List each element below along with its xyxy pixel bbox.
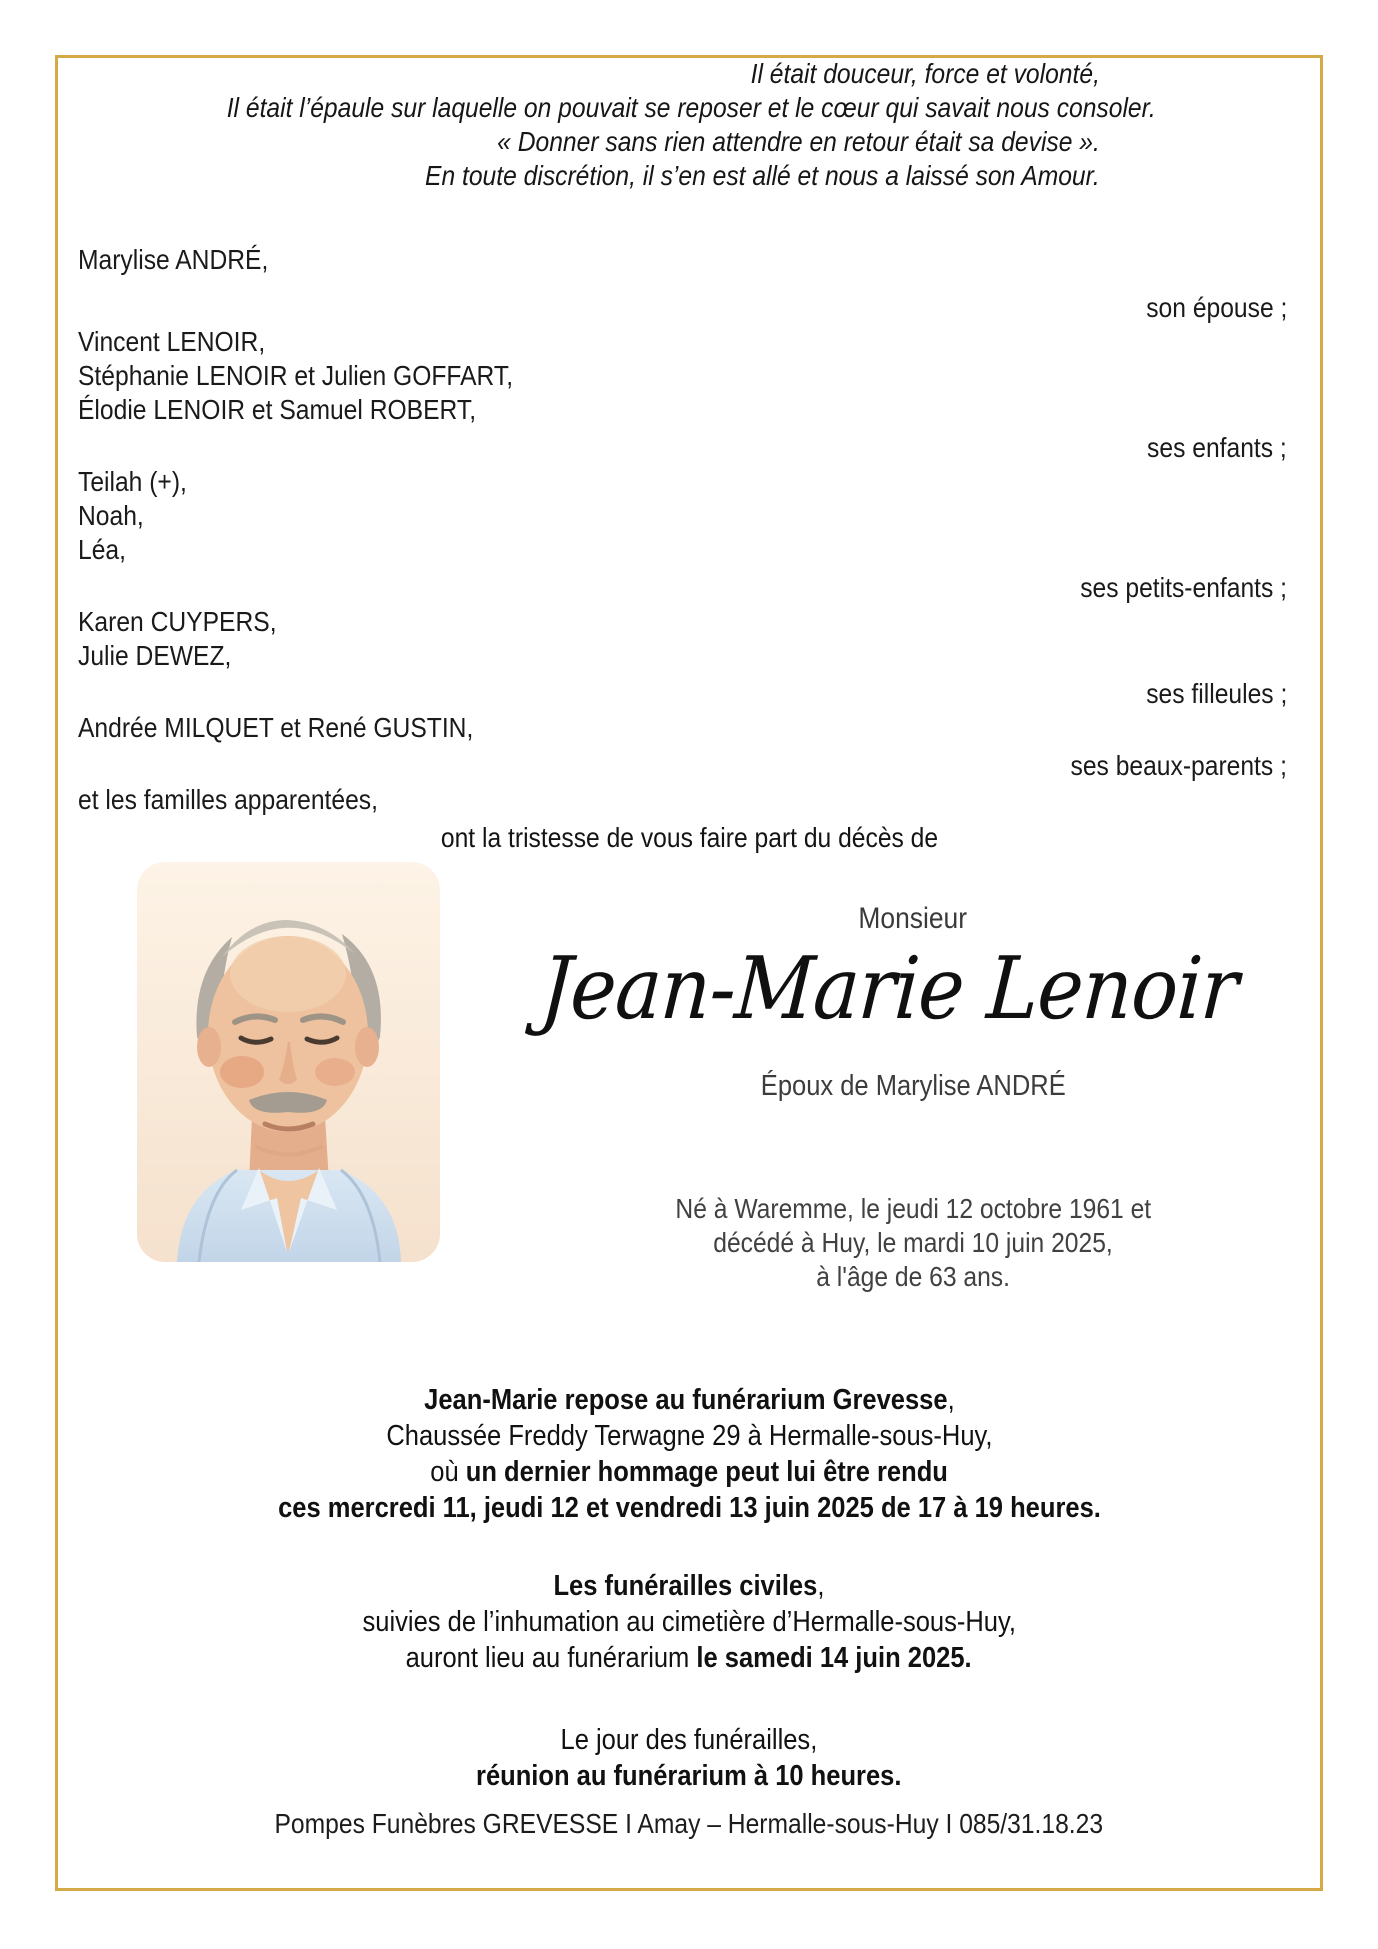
family-member: Marylise ANDRÉ, bbox=[78, 244, 269, 275]
funeral-home-footer: Pompes Funèbres GREVESSE I Amay – Hermalle-sous-Huy I 085/31.18.23 bbox=[274, 1808, 1104, 1839]
family-member: Stéphanie LENOIR et Julien GOFFART, bbox=[78, 360, 514, 391]
family-list bbox=[78, 243, 1287, 817]
relationship-label: ses filleules ; bbox=[1145, 678, 1287, 709]
quote-line: En toute discrétion, il s’en est allé et nous a laissé son Amour. bbox=[425, 160, 1100, 191]
family-member: Teilah (+), bbox=[78, 466, 187, 497]
repose-line: ces mercredi 11, jeudi 12 et vendredi 13 juin 2025 de 17 à 19 heures. bbox=[277, 1492, 1101, 1524]
family-member: Léa, bbox=[78, 534, 126, 565]
family-member: Vincent LENOIR, bbox=[78, 326, 266, 357]
relationship-label: son épouse ; bbox=[1145, 292, 1287, 323]
family-member: Andrée MILQUET et René GUSTIN, bbox=[78, 712, 474, 743]
quote-line: Il était douceur, force et volonté, bbox=[750, 58, 1100, 89]
portrait-photo bbox=[137, 862, 440, 1262]
announcement-line: ont la tristesse de vous faire part du décès de bbox=[440, 822, 938, 853]
deceased-name: Jean-Marie Lenoir bbox=[537, 939, 1241, 1039]
deceased-subtitle: Époux de Marylise ANDRÉ bbox=[760, 1070, 1066, 1102]
quote-line: « Donner sans rien attendre en retour était sa devise ». bbox=[497, 126, 1100, 157]
funeral-info bbox=[0, 1568, 1378, 1676]
family-member: et les familles apparentées, bbox=[78, 784, 378, 815]
death-line: décédé à Huy, le mardi 10 juin 2025, bbox=[713, 1227, 1113, 1258]
repose-line: où un dernier hommage peut lui être rendu bbox=[430, 1456, 948, 1488]
birth-line: Né à Waremme, le jeudi 12 octobre 1961 et bbox=[675, 1193, 1151, 1224]
meeting-info bbox=[0, 1722, 1378, 1794]
family-member: Noah, bbox=[78, 500, 144, 531]
memorial-quote bbox=[100, 57, 1156, 193]
relationship-label: ses petits-enfants ; bbox=[1080, 572, 1287, 603]
funeral-line: Les funérailles civiles, bbox=[553, 1570, 825, 1602]
birth-death-info bbox=[510, 1192, 1316, 1294]
relationship-label: ses enfants ; bbox=[1147, 432, 1287, 463]
meeting-line: Le jour des funérailles, bbox=[560, 1724, 818, 1756]
repose-line: Jean-Marie repose au funérarium Grevesse, bbox=[423, 1384, 955, 1416]
family-member: Julie DEWEZ, bbox=[78, 640, 232, 671]
family-member: Karen CUYPERS, bbox=[78, 606, 277, 637]
age-line: à l'âge de 63 ans. bbox=[816, 1261, 1010, 1292]
deceased-title: Monsieur bbox=[858, 902, 968, 935]
family-member: Élodie LENOIR et Samuel ROBERT, bbox=[78, 394, 477, 425]
funeral-line: auront lieu au funérarium le samedi 14 juin 2025. bbox=[405, 1642, 973, 1674]
photo-reflection-fade bbox=[137, 1266, 440, 1378]
relationship-label: ses beaux-parents ; bbox=[1070, 750, 1287, 781]
repose-info bbox=[0, 1382, 1378, 1526]
quote-line: Il était l’épaule sur laquelle on pouvait se reposer et le cœur qui savait nous consoler. bbox=[226, 92, 1156, 123]
meeting-line: réunion au funérarium à 10 heures. bbox=[476, 1760, 902, 1792]
funeral-line: suivies de l’inhumation au cimetière d’Hermalle-sous-Huy, bbox=[362, 1606, 1016, 1638]
photo-reflection bbox=[137, 1266, 440, 1378]
repose-line: Chaussée Freddy Terwagne 29 à Hermalle-sous-Huy, bbox=[385, 1420, 993, 1452]
